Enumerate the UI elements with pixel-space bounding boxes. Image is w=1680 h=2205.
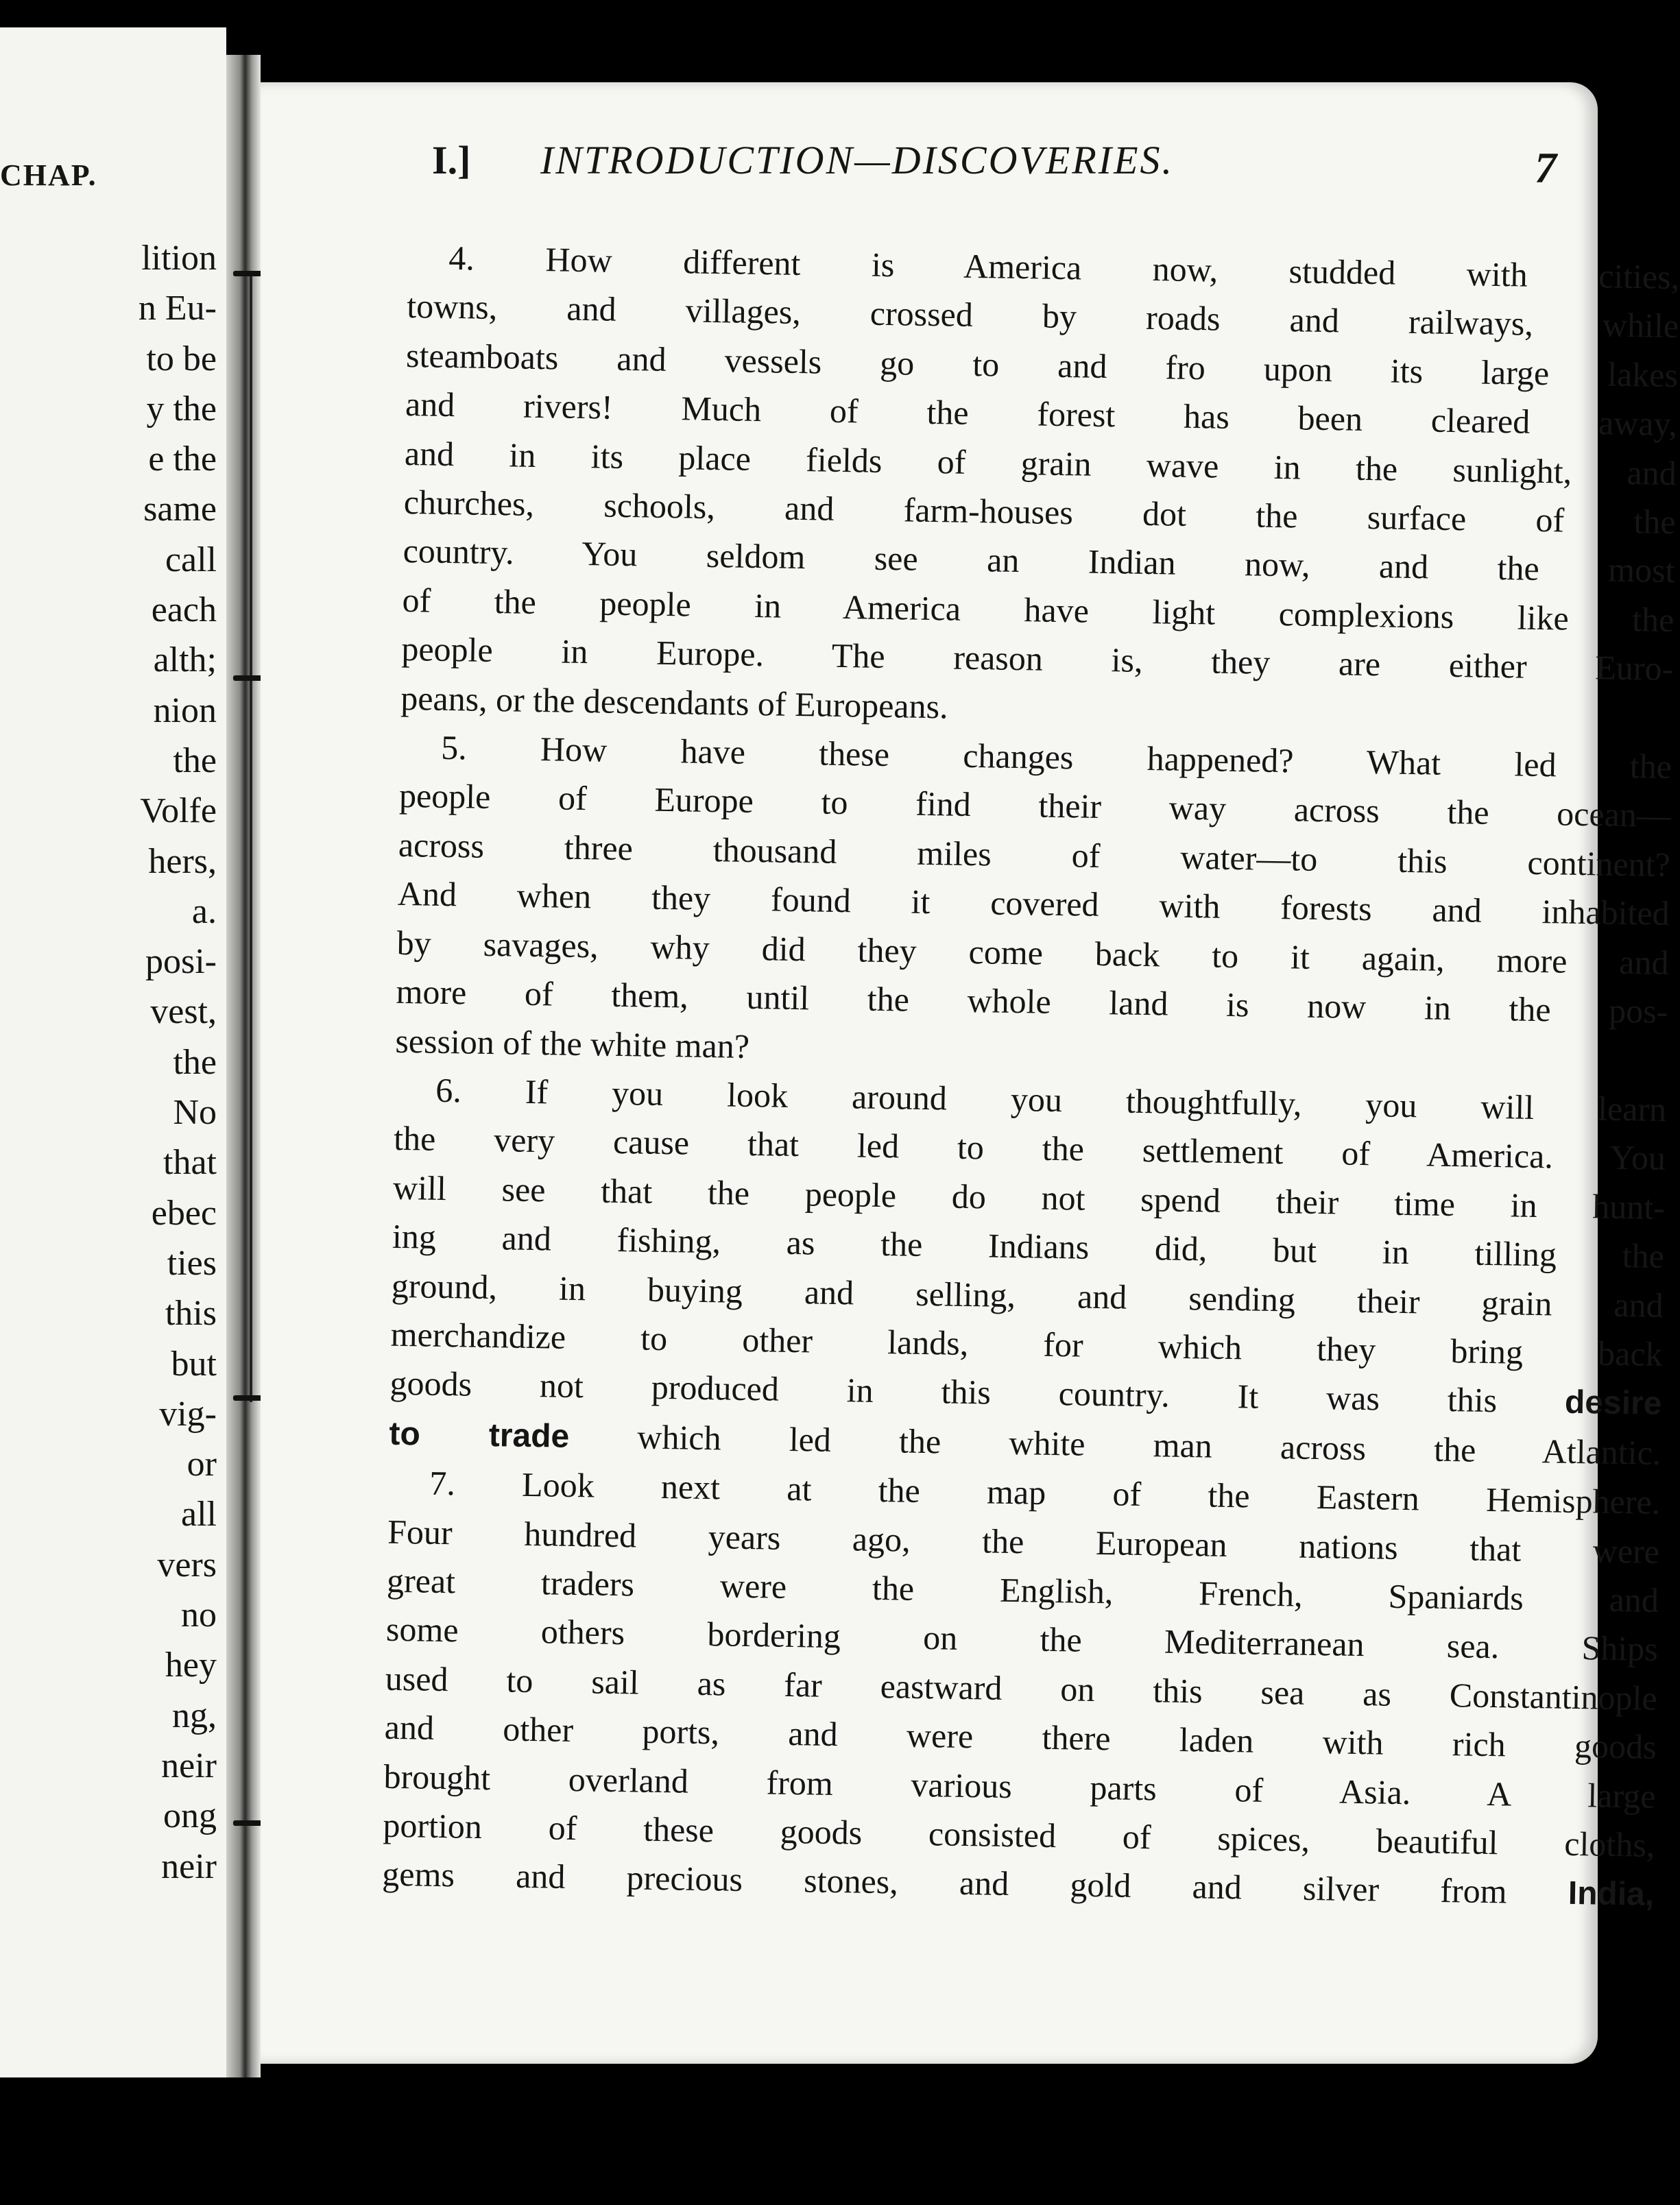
left-line-fragment: the bbox=[173, 1042, 217, 1082]
text-line: peans, or the descendants of Europeans. bbox=[400, 678, 949, 726]
left-line-fragment: e the bbox=[148, 439, 217, 479]
text-line: and in its place fields of grain wave in the sunlight, and bbox=[404, 433, 1677, 492]
binding-thread bbox=[250, 271, 252, 1402]
text-line: will see that the people do not spend their time in hunt- bbox=[392, 1168, 1666, 1227]
left-line-fragment: vest, bbox=[150, 992, 217, 1032]
text-line: the very cause that led to the settlement of America. You bbox=[393, 1119, 1666, 1178]
text-line: ground, in buying and selling, and sending their grain and bbox=[391, 1266, 1664, 1325]
left-line-fragment: posi- bbox=[145, 942, 217, 982]
right-page bbox=[261, 82, 1680, 2064]
text-line: people of Europe to find their way across the ocean— bbox=[398, 776, 1672, 835]
text-line: people in Europe. The reason is, they are either Euro- bbox=[401, 629, 1674, 688]
left-line-fragment: this bbox=[165, 1294, 217, 1334]
left-line-fragment: alth; bbox=[153, 640, 217, 680]
page-number: 7 bbox=[1535, 143, 1557, 192]
left-line-fragment: no bbox=[181, 1595, 217, 1635]
text-line: 6. If you look around you thoughtfully, you will learn bbox=[435, 1070, 1667, 1129]
left-line-fragments bbox=[139, 233, 217, 1892]
body-text bbox=[382, 233, 1680, 1920]
left-line-fragment: each bbox=[151, 590, 217, 630]
text-run: which led the white man across the Atlantic. bbox=[637, 1417, 1661, 1472]
text-line: portion of these goods consisted of spices, beautiful cloths, bbox=[383, 1805, 1655, 1864]
text-line: steamboats and vessels go to and fro upon its large lakes bbox=[405, 335, 1679, 394]
left-line-fragment: neir bbox=[161, 1846, 217, 1886]
left-line-fragment: a. bbox=[191, 891, 217, 931]
book-gutter bbox=[226, 55, 261, 2077]
emphasis-desire: desire bbox=[1564, 1384, 1662, 1423]
text-line: churches, schools, and farm-houses dot the surface of the bbox=[403, 482, 1677, 542]
text-line: merchandize to other lands, for which they bring back bbox=[390, 1314, 1663, 1373]
left-line-fragment: that bbox=[163, 1143, 217, 1183]
left-line-fragment: ties bbox=[167, 1243, 217, 1283]
paragraph-4 bbox=[400, 233, 1680, 743]
chapter-reference: I.] bbox=[432, 138, 471, 182]
left-line-fragment: ebec bbox=[151, 1193, 217, 1233]
text-line: across three thousand miles of water—to this continent? bbox=[398, 825, 1671, 884]
left-line-fragment: ong bbox=[163, 1796, 217, 1836]
text-line: 4. How different is America now, studded with cities, bbox=[448, 238, 1680, 297]
left-line-fragment: hey bbox=[165, 1646, 217, 1685]
left-line-fragment: neir bbox=[161, 1746, 217, 1785]
text-line: of the people in America have light complexions like the bbox=[402, 580, 1675, 639]
running-head bbox=[432, 137, 1557, 199]
left-line-fragment: vig- bbox=[159, 1394, 217, 1434]
text-line: session of the white man? bbox=[395, 1021, 750, 1065]
text-line: 7. Look next at the map of the Eastern Hemisphere. bbox=[429, 1463, 1661, 1522]
left-line-fragment: but bbox=[171, 1344, 217, 1384]
text-line: great traders were the English, French, Spaniards and bbox=[386, 1561, 1659, 1619]
text-line: some others bordering on the Mediterranean sea. Ships bbox=[385, 1610, 1659, 1669]
text-line: Four hundred years ago, the European nations that were bbox=[387, 1512, 1660, 1571]
text-run: goods not produced in this country. It was this bbox=[389, 1364, 1498, 1420]
left-line-fragment: call bbox=[165, 540, 217, 579]
text-line: towns, and villages, crossed by roads and railways, while bbox=[406, 287, 1679, 346]
text-line: brought overland from various parts of Asia. A large bbox=[383, 1757, 1656, 1816]
text-line: used to sail as far eastward on this sea as Constantinople bbox=[385, 1659, 1658, 1718]
left-line-fragment: nion bbox=[153, 690, 217, 730]
text-line: ing and fishing, as the Indians did, but in tilling the bbox=[392, 1216, 1665, 1276]
paragraph-5 bbox=[395, 723, 1672, 1085]
text-line: 5. How have these changes happened? What led the bbox=[440, 727, 1672, 786]
left-line-fragment: y the bbox=[146, 389, 217, 429]
left-line-fragment: Volfe bbox=[140, 791, 217, 831]
left-line-fragment: lition bbox=[141, 239, 217, 278]
emphasis-to-trade: to trade bbox=[389, 1415, 570, 1455]
emphasis-india: India, bbox=[1568, 1875, 1655, 1914]
left-line-fragment: to be bbox=[146, 339, 217, 378]
left-line-fragment: No bbox=[173, 1093, 217, 1133]
running-title: INTRODUCTION—DISCOVERIES. bbox=[540, 138, 1175, 182]
paragraph-7 bbox=[382, 1458, 1661, 1920]
left-line-fragment: hers, bbox=[148, 841, 217, 881]
left-line-fragment: same bbox=[143, 490, 217, 529]
text-run: gems and precious stones, and gold and silver from bbox=[381, 1855, 1508, 1911]
text-line: and rivers! Much of the forest has been cleared away, bbox=[405, 385, 1678, 444]
left-line-fragment: ng, bbox=[172, 1696, 217, 1735]
left-line-fragment: n Eu- bbox=[138, 289, 217, 328]
text-line: And when they found it covered with forests and inhabited bbox=[397, 874, 1670, 933]
text-line: and other ports, and were there laden with rich goods bbox=[384, 1707, 1657, 1767]
left-line-fragment: or bbox=[187, 1445, 217, 1484]
left-line-fragment: the bbox=[173, 740, 217, 780]
left-line-fragment: all bbox=[181, 1495, 217, 1534]
text-line: by savages, why did they come back to it again, more and bbox=[396, 923, 1669, 982]
text-line: country. You seldom see an Indian now, and the most bbox=[403, 531, 1675, 590]
text-line: more of them, until the whole land is now in the pos- bbox=[396, 972, 1668, 1031]
left-chapter-label: CHAP. bbox=[0, 158, 97, 192]
paragraph-6 bbox=[389, 1065, 1667, 1478]
left-page bbox=[0, 27, 226, 2077]
left-line-fragment: vers bbox=[157, 1545, 217, 1585]
